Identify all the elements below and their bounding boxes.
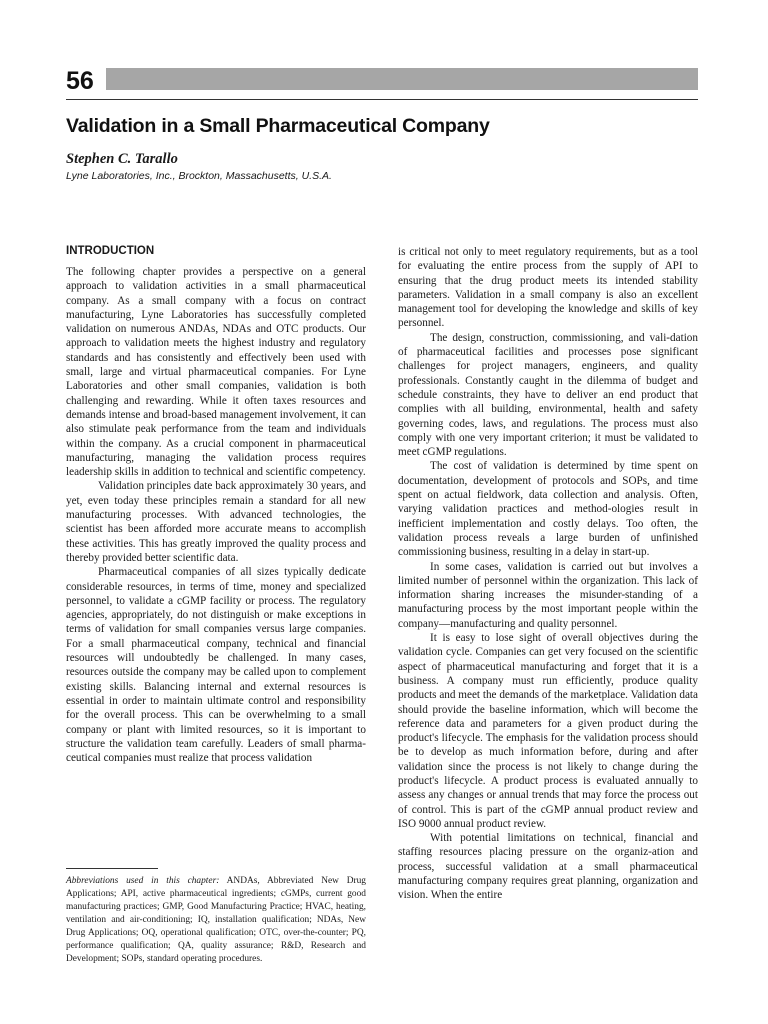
author-name: Stephen C. Tarallo bbox=[66, 151, 178, 167]
paragraph: is critical not only to meet regulatory requirements, but as a tool for evaluating the entire process from the supply of API to ensuring that the drug product meets its intended stability parameters. Validation in a small company is also an excellent management tool for developing the knowledge and skills of key personnel. bbox=[398, 246, 698, 330]
footnote-text: ANDAs, Abbreviated New Drug Applications; API, active pharmaceutical ingredients; cGMPs, current good manufacturing practices; GMP, Good Manufacturing Practice; HVAC, heating, ventilation and air-conditioning; IQ, installation qualification; NDAs, New Drug Applications; OQ, operational qualification; OTC, over-the-counter; PQ, performance qualification; QA, quality assurance; R&D, Research and Development; SOPs, standard operating procedures. bbox=[66, 876, 366, 964]
paragraph: The following chapter provides a perspective on a general approach to validation activities in a small pharmaceutical company. As a small company with a focus on contract manufacturing, Lyne Laboratories has successfully completed validation on numerous ANDAs, NDAs and OTC products. Our approach to validation meets the highest industry and regulatory standards and has consistently and effectively been used with small, large and virtual pharmaceutical companies. For Lyne Laboratories and other small companies, validation is both challenging and rewarding. While it often taxes resources and demands intense and broad-based management involvement, it can also stimulate peak performance from the team and individuals within the company. As a crucial component in pharmaceutical manufacturing, managing the validation process requires leadership skills in addition to technical and scientific competency. bbox=[66, 266, 366, 479]
paragraph: In some cases, validation is carried out but involves a limited number of personnel within the organization. This lack of information sharing increases the misunder-standing of a manufacturing process by the most important people within the company—manufacturing and quality personnel. bbox=[398, 560, 698, 630]
left-column bbox=[66, 244, 366, 765]
paragraph: Pharmaceutical companies of all sizes typically dedicate considerable resources, in terms of time, money and specialized personnel, to validate a cGMP facility or process. The regulatory agencies, appropriately, do not distinguish or make exceptions in terms of validation for small companies versus large companies. For a small pharmaceutical company, technical and financial resources will undoubtedly be challenged. In many cases, resources outside the company may be called upon to complement existing skills. Balancing internal and external resources is essential in order to maintain ultimate control and responsibility for the overall process. This can be overwhelming to a small company or plant with limited resources, so it is important to structure the validation team carefully. Leaders of small pharma-ceutical companies must realize that process validation bbox=[66, 566, 366, 765]
section-heading-introduction: INTRODUCTION bbox=[66, 245, 155, 257]
chapter-header-rule bbox=[66, 99, 698, 100]
chapter-title: Validation in a Small Pharmaceutical Company bbox=[66, 115, 490, 137]
paragraph: The design, construction, commissioning, and vali-dation of pharmaceutical facilities and processes pose significant challenges for project managers, engineers, and quality professionals. Constantly caught in the dilemma of budget and schedule constraints, they have to deliver an end product that complies with all building, environmental, health and safety governing codes, laws, and regulations. The process must also comply with one very important criterion; it must be validated to meet cGMP regulations. bbox=[398, 331, 698, 459]
abbreviations-footnote bbox=[66, 875, 366, 966]
paragraph: The cost of validation is determined by time spent on documentation, development of protocols and SOPs, and time spent on actual fieldwork, data collection and analysis. Often, varying validation practices and method-ologies result in inefficient implementation and costly delays. Too often, the validation process reveals a large burden of unfinished commissioning business, resulting in a delay in start-up. bbox=[398, 460, 698, 559]
paragraph: Validation principles date back approximately 30 years, and yet, even today these principles remain a standard for all new manufacturing processes. With advanced technologies, the scientist has been afforded more accurate means to accomplish these activities. This has greatly improved the quality process and thereby provided better scientific data. bbox=[66, 480, 366, 564]
right-column bbox=[398, 245, 698, 903]
footnote-rule bbox=[66, 868, 158, 869]
paragraph: It is easy to lose sight of overall objectives during the validation cycle. Companies can get very focused on the scientific aspect of pharmaceutical manufacturing and forget that it is a business. A company must run efficiently, produce quality products and meet the demands of the marketplace. Validation data should provide the baseline information, which will become the reference data and parameters for a given product during the product's lifecycle. The emphasis for the validation process should be to develop as much information before, during and after validation since the process is not likely to change during the product's lifecycle. A product process is evaluated annually to assess any changes or annual trends that may force the process out of control. This is part of the cGMP annual product review and ISO 9000 annual product review. bbox=[398, 632, 698, 830]
author-affiliation: Lyne Laboratories, Inc., Brockton, Massachusetts, U.S.A. bbox=[66, 170, 332, 182]
paragraph: With potential limitations on technical, financial and staffing resources placing pressure on the organiz-ation and process, successful validation at a small pharmaceutical manufacturing company requires great planning, organization and vision. When the entire bbox=[398, 832, 698, 902]
chapter-header-bar bbox=[106, 68, 698, 90]
chapter-number: 56 bbox=[66, 67, 94, 95]
footnote-label: Abbreviations used in this chapter: bbox=[66, 876, 220, 886]
